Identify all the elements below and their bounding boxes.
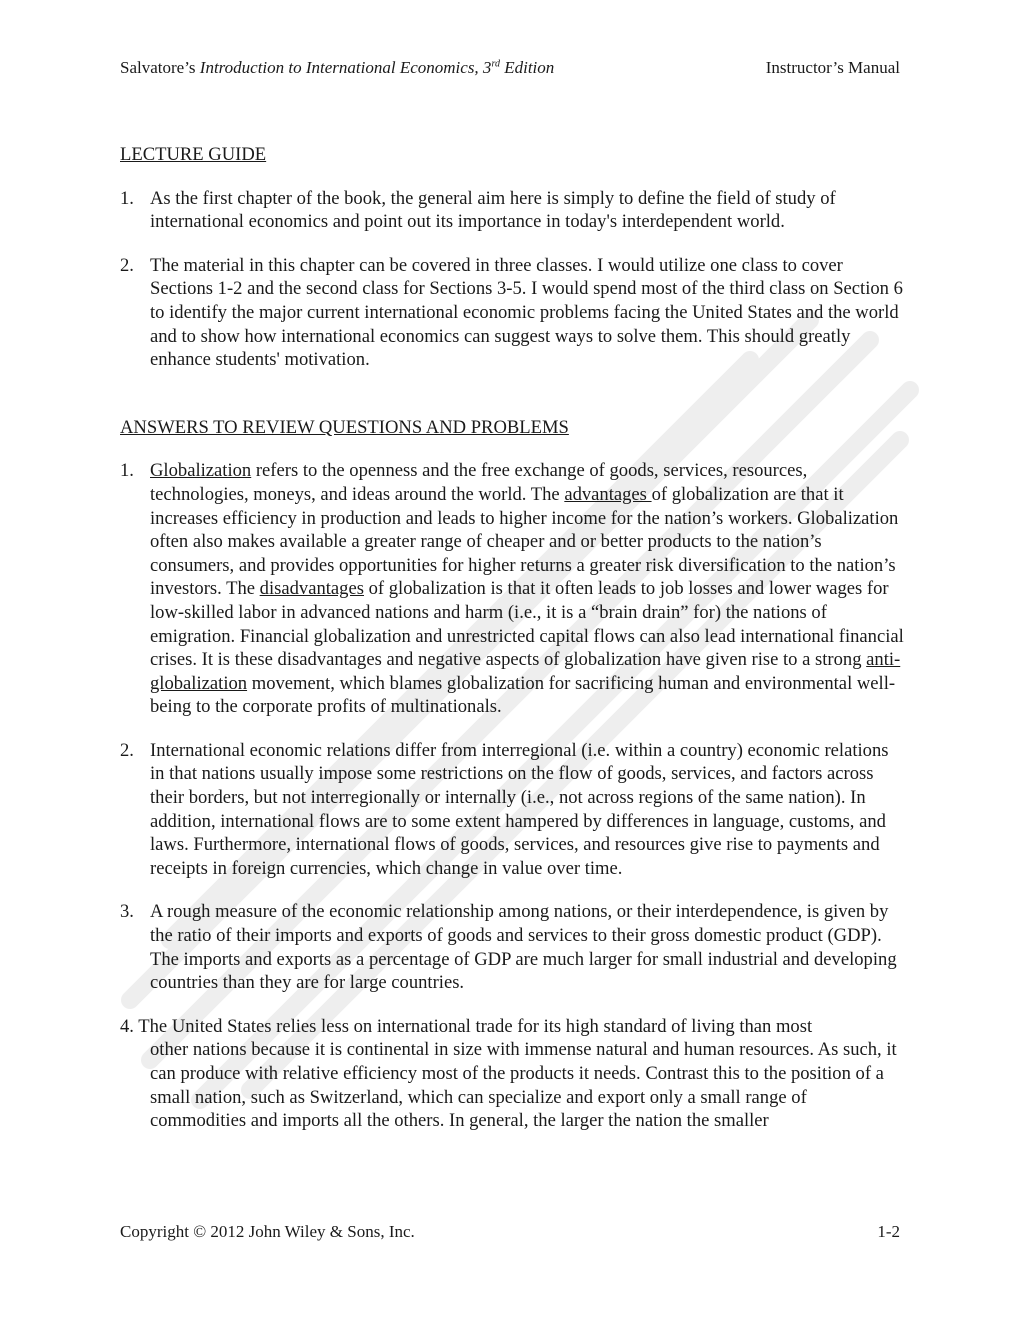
header-manual-label: Instructor’s Manual	[765, 58, 900, 77]
page-header	[120, 58, 900, 78]
list-item: 2. The material in this chapter can be covered in three classes. I would utilize one class to cover Sections 1-2 and the second class for Sections 3-5. I would spend most of the third class on Section 6 to identify the major current international economic problems facing the United States and the world and to show how international economics can suggest ways to solve them. This should greatly enhance students' motivation.	[120, 254, 903, 371]
page-body	[120, 143, 905, 1133]
lecture-guide-list	[120, 187, 905, 372]
page-footer	[120, 1222, 900, 1242]
answers-heading: ANSWERS TO REVIEW QUESTIONS AND PROBLEMS	[120, 416, 569, 438]
list-item: 1. Globalization refers to the openness and the free exchange of goods, services, resources, technologies, moneys, and ideas around the world. The advantages of globalization are that it increases efficiency in production and leads to higher income for the nation’s workers. Globalization often also makes available a greater range of cheaper and or better products to the nation’s consumers, and provides opportunities for higher returns a greater risk diversification to the nation’s investors. The disadvantages of globalization is that it often leads to job losses and lower wages for low-skilled labor in advanced nations and harm (i.e., it is a “brain drain” for) the nations of emigration. Financial globalization and unrestricted capital flows can also lead international financial crises. It is these disadvantages and negative aspects of globalization have given rise to a strong anti-globalization movement, which blames globalization for sacrificing human and environmental well-being to the corporate profits of multinationals.	[120, 460, 904, 718]
list-item: 2. International economic relations differ from interregional (i.e. within a country) economic relations in that nations usually impose some restrictions on the flow of goods, services, and factors across their borders, but not interregionally or internally (i.e., not across regions of the same nation). In addition, international flows are to some extent hampered by differences in language, customs, and laws. Furthermore, international flows of goods, services, and resources give rise to payments and receipts in foreign currencies, which change in value over time.	[120, 739, 889, 879]
list-item: 1. As the first chapter of the book, the general aim here is simply to define the field of study of international economics and point out its importance in today's interdependent world.	[120, 187, 836, 233]
list-item: 4. The United States relies less on international trade for its high standard of living than most other nations because it is continental in size with immense natural and human resources. As such, it can produce with relative efficiency most of the products it needs. Contrast this to the position of a small nation, such as Switzerland, which can specialize and export only a small range of commodities and imports all the others. In general, the larger the nation the smaller	[120, 1015, 897, 1132]
lecture-guide-heading: LECTURE GUIDE	[120, 144, 267, 165]
answers-list	[120, 459, 905, 1132]
page-number: 1-2	[877, 1222, 900, 1241]
list-item: 3. A rough measure of the economic relationship among nations, or their interdependence, is given by the ratio of their imports and exports of goods and services to their gross domestic product (GDP). The imports and exports as a percentage of GDP are much larger for small industrial and developing countries than they are for large countries.	[120, 901, 897, 994]
copyright-notice: Copyright © 2012 John Wiley & Sons, Inc.	[120, 1222, 415, 1241]
header-book-title: Salvatore’s Introduction to International Economics, 3rd Edition	[120, 58, 555, 77]
